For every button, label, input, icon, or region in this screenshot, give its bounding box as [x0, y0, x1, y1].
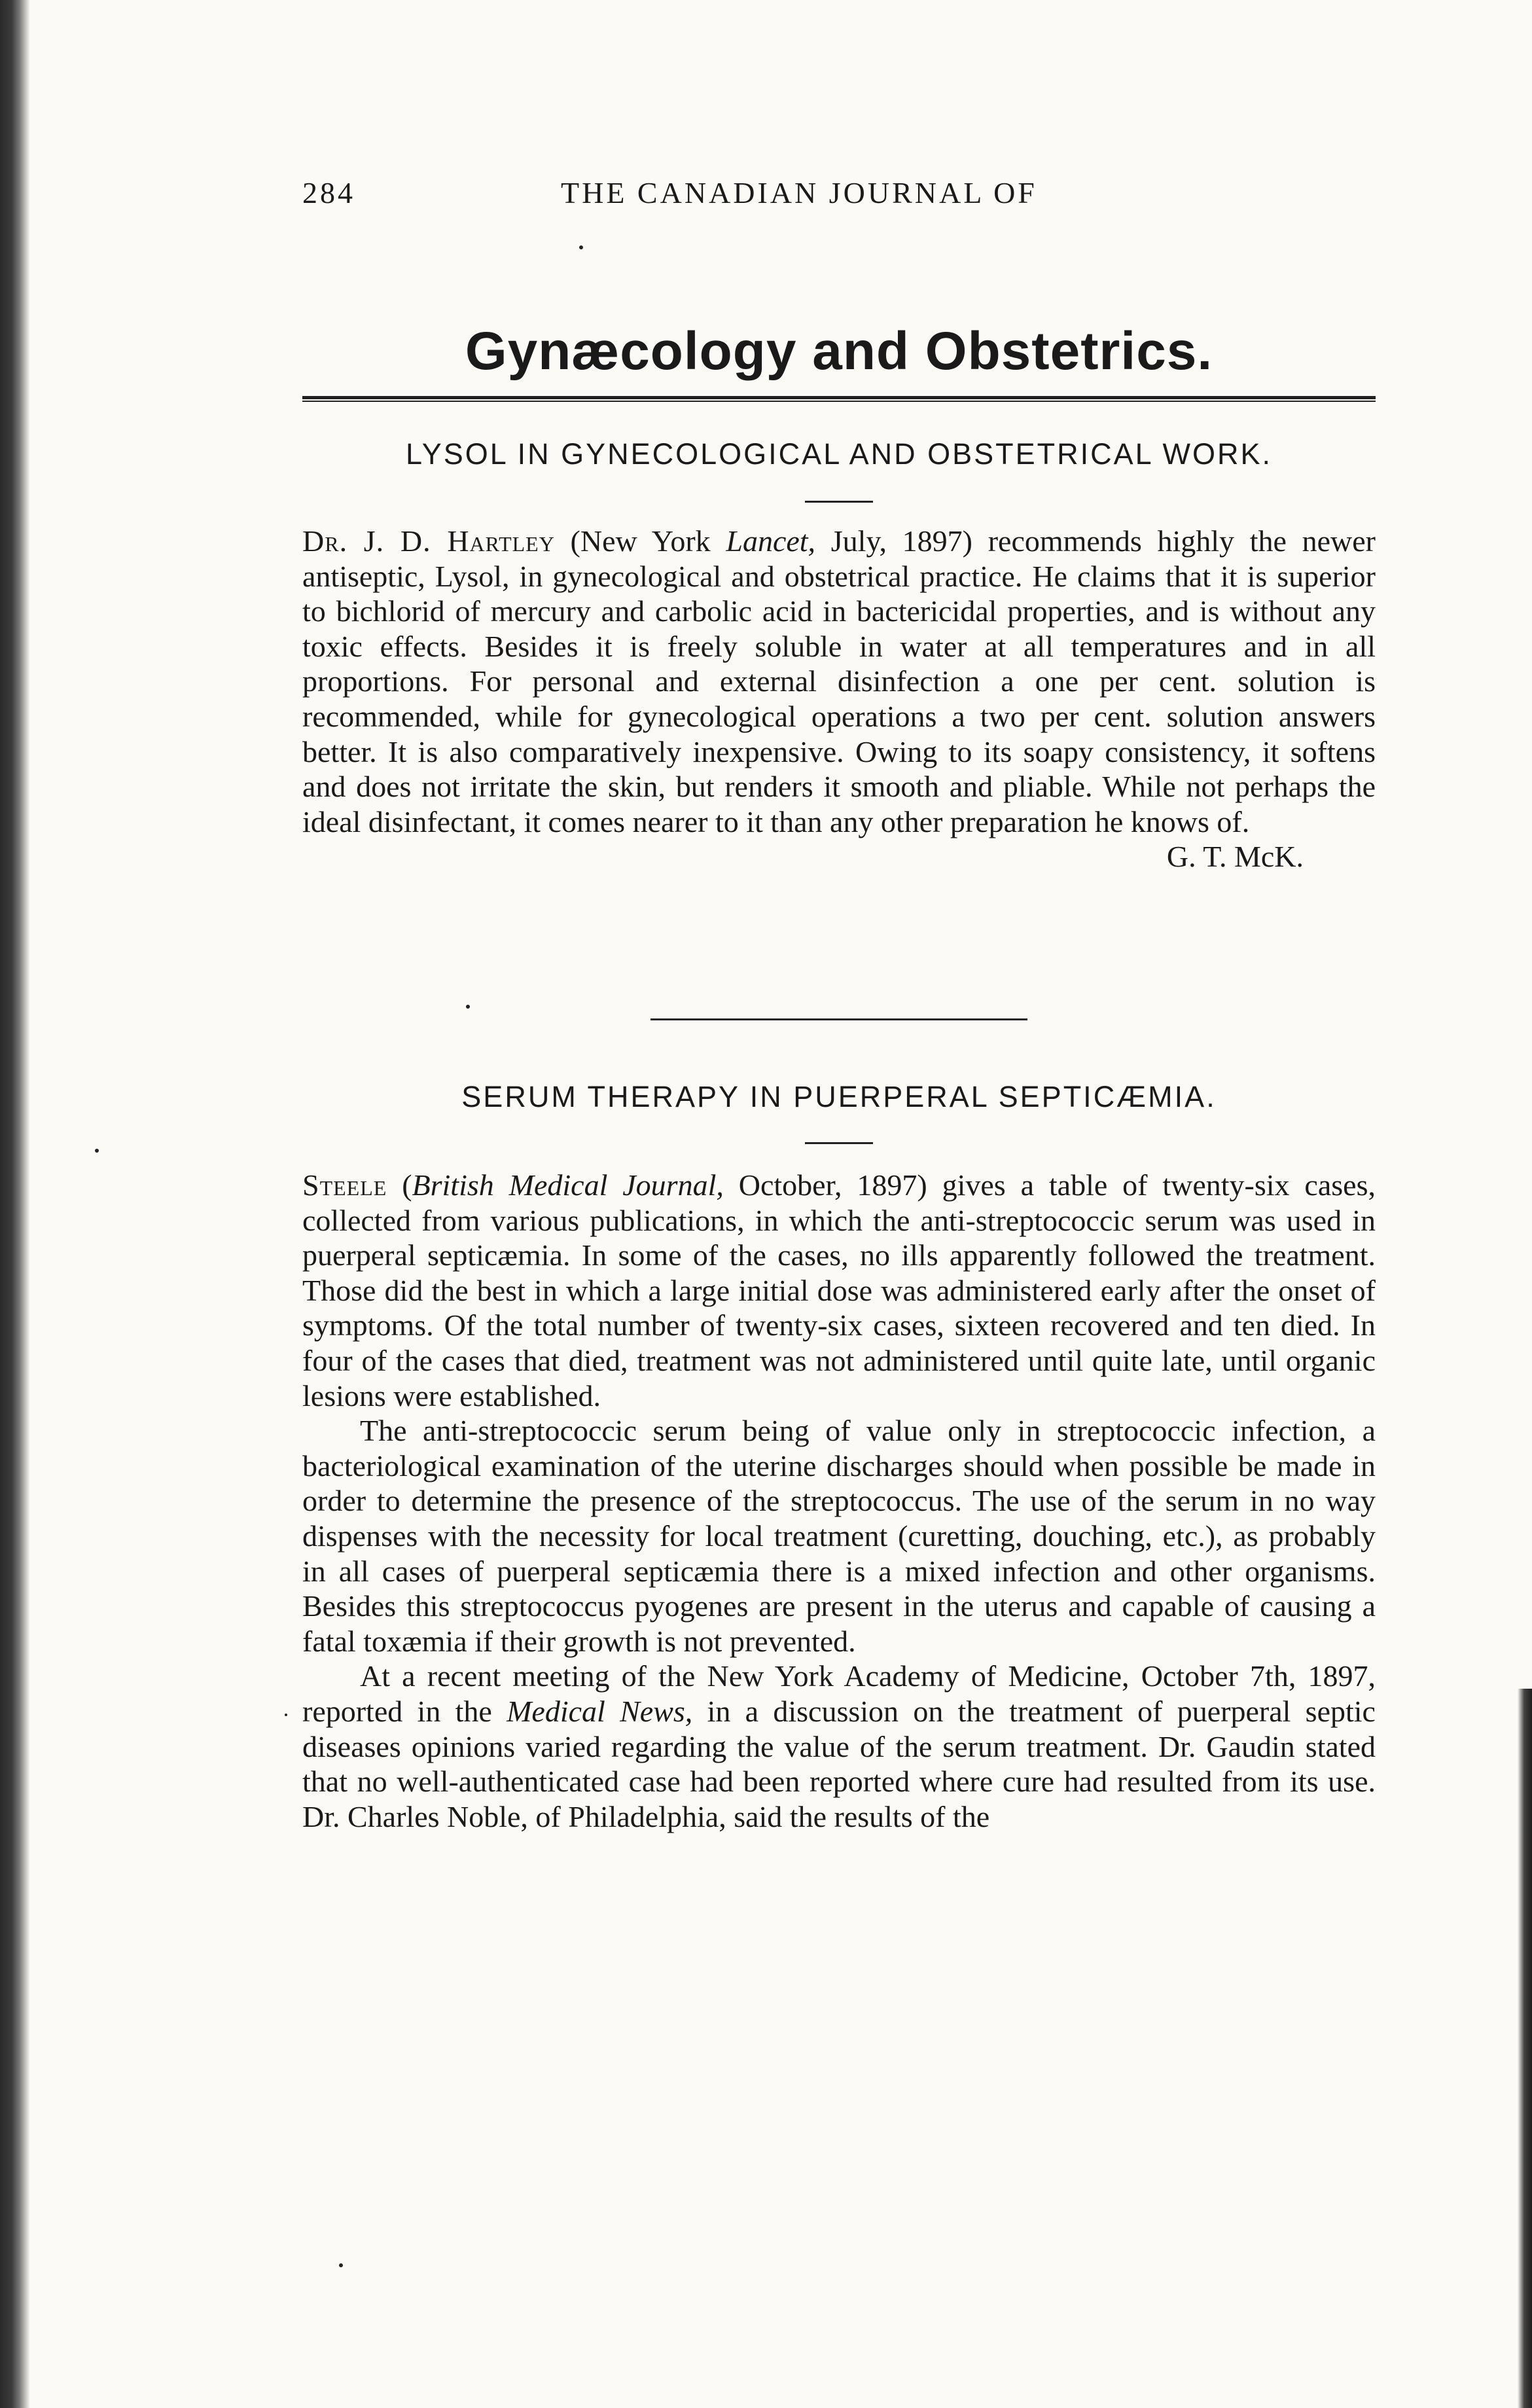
scan-speck	[339, 2263, 343, 2267]
article-body-lysol	[302, 524, 1376, 874]
source-citation: British Medical Journal,	[412, 1168, 724, 1202]
heading-rule	[805, 501, 873, 503]
section-rule	[302, 396, 1376, 402]
article-paragraph	[302, 1659, 1376, 1834]
article-heading-serum: SERUM THERAPY IN PUERPERAL SEPTICÆMIA.	[461, 1080, 1217, 1113]
author-signature: G. T. McK.	[1166, 840, 1304, 874]
page-edge-shadow	[1518, 1689, 1532, 2408]
scan-speck	[285, 1714, 287, 1716]
running-head	[302, 175, 1376, 215]
journal-page	[302, 0, 1376, 2408]
text-run: July, 1897) recommends highly the newer antiseptic, Lysol, in gynecological and obstetrical practice. He claims that it is superior to bichlorid of mercury and carbolic acid in bactericidal properties, and is without any toxic effects. Besides it is freely soluble in water at all temperatures and in all proportions. For personal and external disinfection a one per cent. solution is recommended, while for gynecological operations a two per cent. solution answers better. It is also comparatively inexpensive. Owing to its soapy consistency, it softens and does not irritate the skin, but renders it smooth and pliable. While not perhaps the ideal disinfectant, it comes nearer to it than any other preparation he knows of.	[302, 524, 1376, 838]
text-run: At a recent meeting of the New York Academy of Medicine, October 7th, 1897, reported in the	[302, 1659, 1376, 1728]
heading-rule	[805, 1142, 873, 1144]
scan-speck	[579, 245, 583, 249]
scan-speck	[466, 1005, 470, 1009]
text-run: (	[387, 1168, 412, 1202]
source-citation: Lancet,	[726, 524, 816, 558]
section-title: Gynæcology and Obstetrics.	[465, 321, 1213, 381]
article-paragraph	[302, 524, 1376, 839]
page-number: 284	[302, 176, 355, 209]
signature-line	[302, 839, 1376, 874]
article-heading-lysol: LYSOL IN GYNECOLOGICAL AND OBSTETRICAL WORK.	[406, 437, 1272, 471]
article-paragraph	[302, 1168, 1376, 1413]
source-citation: Medical News,	[507, 1694, 693, 1728]
text-run: (New York	[554, 524, 726, 558]
article-paragraph: The anti-streptococcic serum being of value only in streptococcic infection, a bacteriological examination of the uterine discharges should when possible be made in order to determine the presence of the streptococcus. The use of the serum in no way dispenses with the necessity for local treatment (curetting, douching, etc.), as probably in all cases of puerperal septicæmia there is a mixed infection and other organisms. Besides this streptococcus pyogenes are present in the uterus and capable of causing a fatal toxæmia if their growth is not prevented.	[302, 1414, 1376, 1658]
scan-speck	[95, 1149, 99, 1153]
article-body-serum	[302, 1168, 1376, 1834]
text-run: in a discussion on the treatment of puerperal septic diseases opinions varied regarding the value of the serum treatment. Dr. Gaudin stated that no well-authenticated case had been reported where cure had resulted from its use. Dr. Charles Noble, of Philadelphia, said the results of the	[302, 1694, 1376, 1833]
article-separator	[650, 1018, 1027, 1020]
journal-title: THE CANADIAN JOURNAL OF	[561, 176, 1037, 209]
binding-edge	[0, 0, 30, 2408]
author-name: Dr. J. D. Hartley	[302, 524, 555, 558]
text-run: October, 1897) gives a table of twenty-six cases, collected from various publications, in which the anti-streptococcic serum was used in puerperal septicæmia. In some of the cases, no ills apparently followed the treatment. Those did the best in which a large initial dose was administered early after the onset of symptoms. Of the total number of twenty-six cases, sixteen recovered and ten died. In four of the cases that died, treatment was not administered until quite late, until organic lesions were established.	[302, 1168, 1376, 1412]
author-name: Steele	[302, 1168, 387, 1202]
